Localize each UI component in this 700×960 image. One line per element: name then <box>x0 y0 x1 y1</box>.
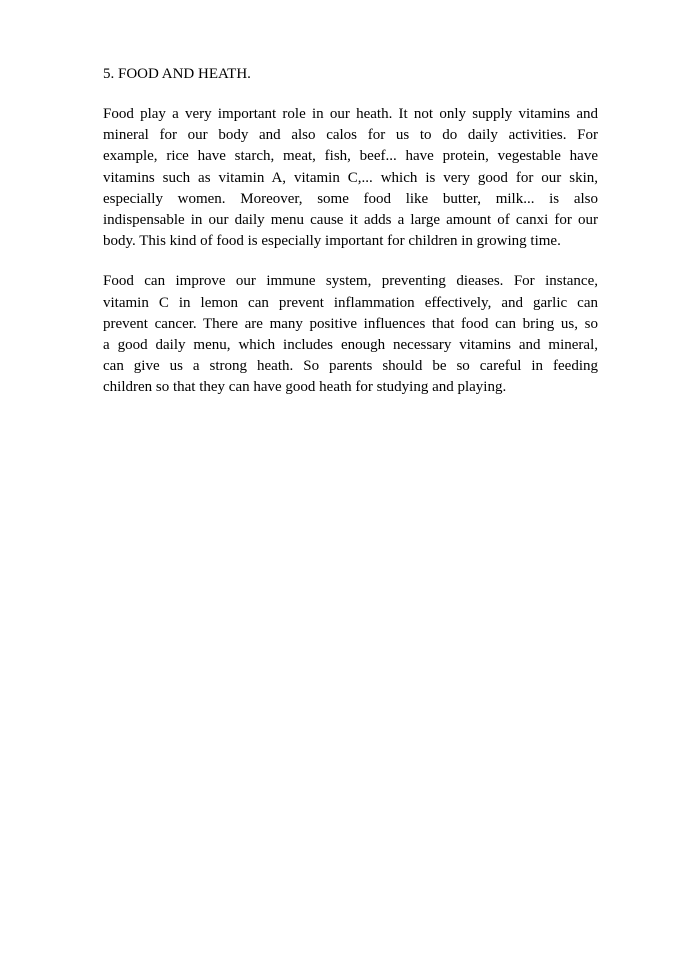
paragraph-2 <box>103 271 598 398</box>
paragraph-1 <box>103 104 598 252</box>
paragraph-line: can give us a strong heath. So parents should be so careful in feeding <box>103 358 598 375</box>
document-title: 5. FOOD AND HEATH. <box>103 66 251 82</box>
paragraph-line: especially women. Moreover, some food like butter, milk... is also <box>103 190 598 207</box>
paragraph-line: prevent cancer. There are many positive influences that food can bring us, so <box>103 315 598 332</box>
paragraph-line: example, rice have starch, meat, fish, beef... have protein, vegestable have <box>103 148 598 165</box>
document-body <box>103 64 598 418</box>
paragraph-line: Food can improve our immune system, preventing dieases. For instance, <box>103 273 598 290</box>
paragraph-line: mineral for our body and also calos for us to do daily activities. For <box>103 127 598 144</box>
paragraph-line: a good daily menu, which includes enough necessary vitamins and mineral, <box>103 337 598 354</box>
paragraph-line: Food play a very important role in our heath. It not only supply vitamins and <box>103 106 598 122</box>
paragraph-line: children so that they can have good heath for studying and playing. <box>103 379 507 396</box>
paragraph-line: body. This kind of food is especially important for children in growing time. <box>103 233 561 250</box>
paragraph-line: vitamin C in lemon can prevent inflammation effectively, and garlic can <box>103 294 598 311</box>
paragraph-line: indispensable in our daily menu cause it adds a large amount of canxi for our <box>103 212 598 229</box>
paragraph-line: vitamins such as vitamin A, vitamin C,... which is very good for our skin, <box>103 169 598 186</box>
